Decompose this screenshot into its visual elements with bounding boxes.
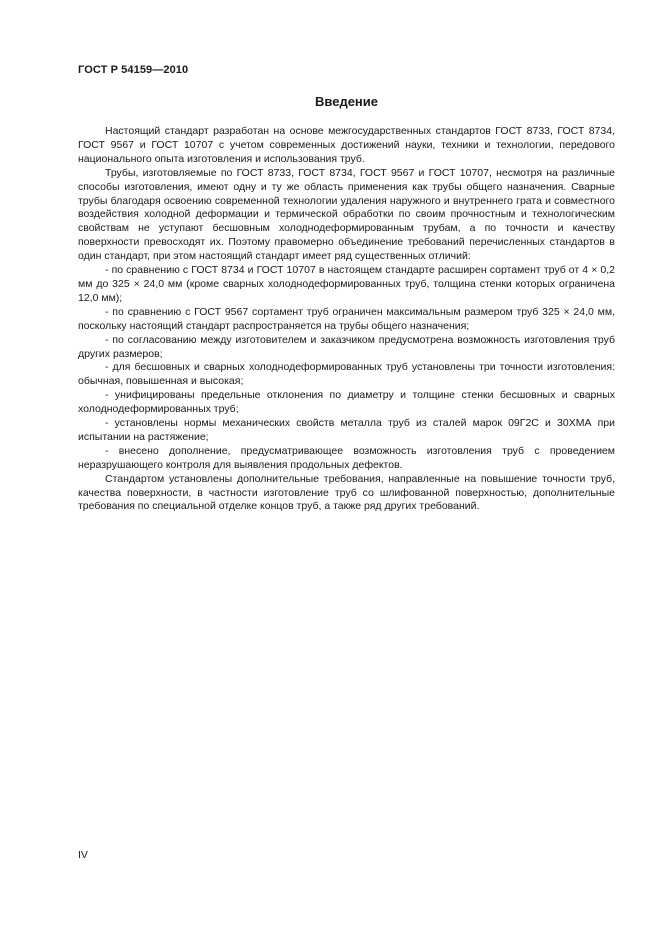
list-item: - по сравнению с ГОСТ 8734 и ГОСТ 10707 в настоящем стандарте расширен сортамент труб от 4 × 0,2 мм до 325 × 24,0 мм (кроме сварных холоднодеформированных труб, толщина стенки которых ограничена 12,0 мм); [78,264,615,304]
list-item: - для бесшовных и сварных холоднодеформированных труб установлены три точности изготовления: обычная, повышенная и высокая; [78,361,615,388]
list-item: - по согласованию между изготовителем и заказчиком предусмотрена возможность изготовления труб других размеров; [78,333,615,360]
list-item: - по сравнению с ГОСТ 9567 сортамент труб ограничен максимальным размером труб 325 × 24,0 мм, поскольку настоящий стандарт распространяется на трубы общего назначения; [78,305,615,332]
page-number: IV [78,849,88,861]
paragraph: Трубы, изготовляемые по ГОСТ 8733, ГОСТ 8734, ГОСТ 9567 и ГОСТ 10707, несмотря на различные способы изготовления, имеют одну и ту же область применения как трубы общего назначения. Сварные трубы благодаря освоению современной технологии удаления наружного и внутреннего грата и совместного воздействия холодной деформации и термической обработки по своим прочностным и технологическим свойствам не уступают бесшовным холоднодеформированным трубам, а по точности и качеству поверхности превосходят их. Поэтому правомерно объединение требований перечисленных стандартов в один стандарт, при этом настоящий стандарт имеет ряд существенных отличий: [78,166,615,263]
document-header: ГОСТ Р 54159—2010 [78,64,189,76]
body-text [78,125,615,514]
section-title: Введение [315,94,378,109]
list-item: - внесено дополнение, предусматривающее возможность изготовления труб с проведением неразрушающего контроля для выявления продольных дефектов. [78,444,615,471]
paragraph: Настоящий стандарт разработан на основе межгосударственных стандартов ГОСТ 8733, ГОСТ 8734, ГОСТ 9567 и ГОСТ 10707 с учетом современных достижений науки, техники и технологии, передового национального опыта изготовления и использования труб. [78,125,615,165]
paragraph: Стандартом установлены дополнительные требования, направленные на повышение точности труб, качества поверхности, в частности изготовление труб со шлифованной поверхностью, дополнительные требования по специальной отделке концов труб, а также ряд других требований. [78,472,615,513]
list-item: - установлены нормы механических свойств металла труб из сталей марок 09Г2С и 30ХМА при испытании на растяжение; [78,417,615,443]
list-item: - унифицированы предельные отклонения по диаметру и толщине стенки бесшовных и сварных холоднодеформированных труб; [78,389,615,416]
